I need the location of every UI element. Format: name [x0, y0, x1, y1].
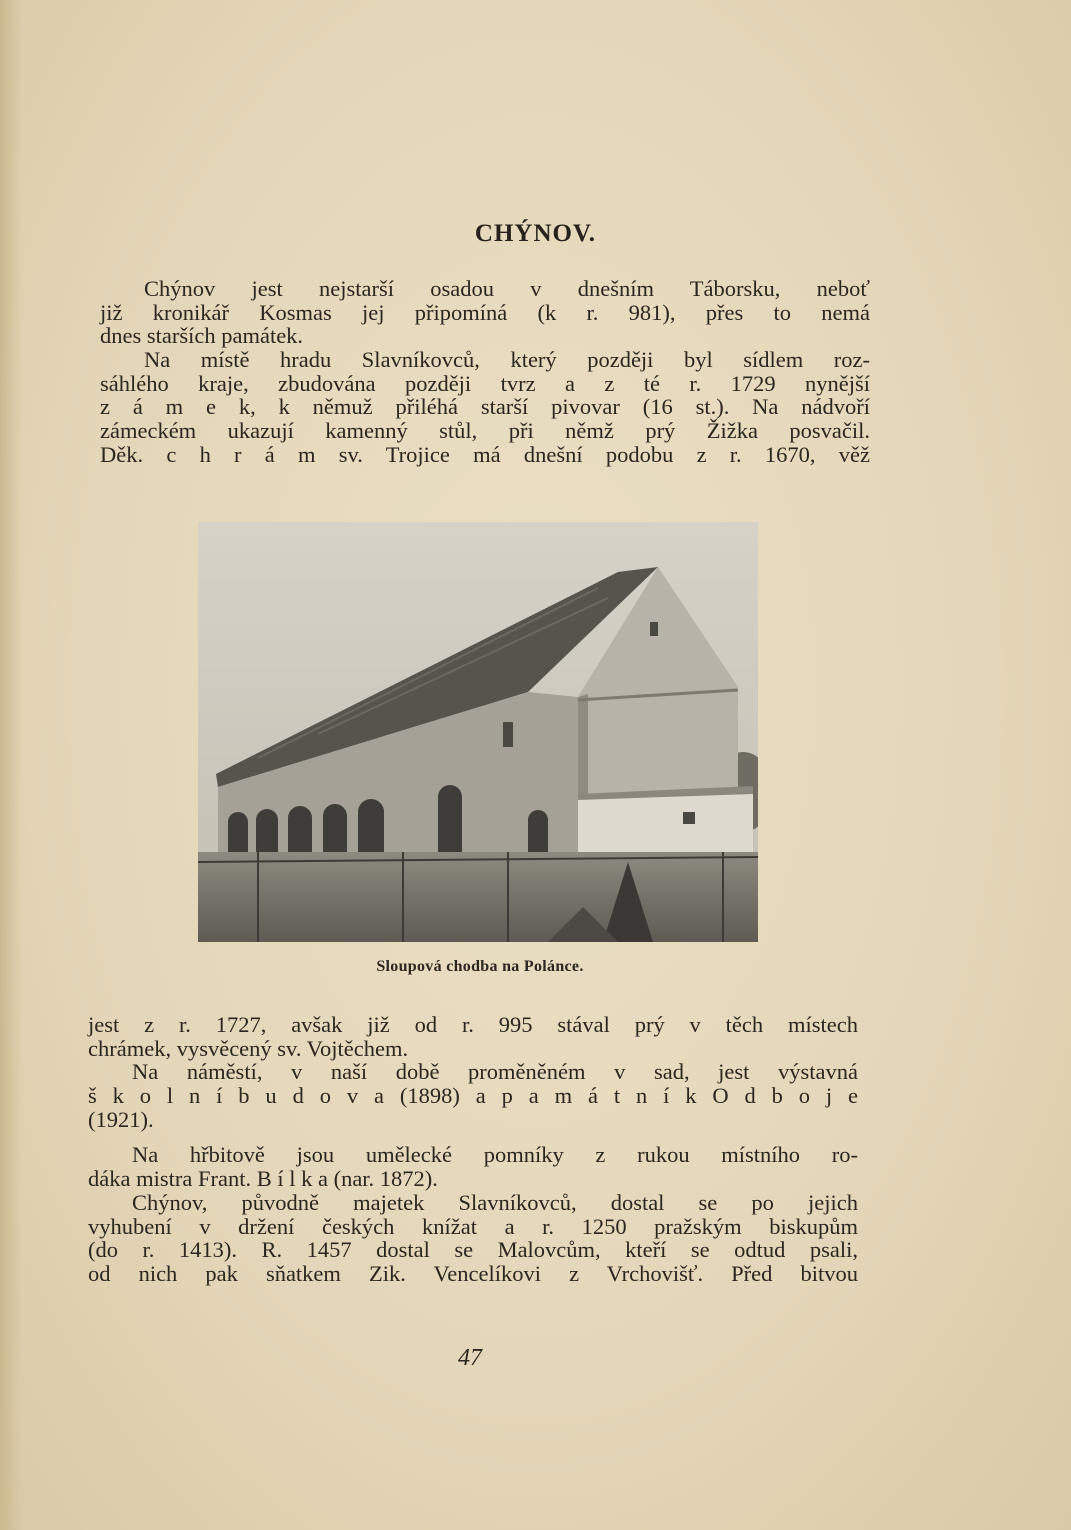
- text-line: Děk. c h r á m sv. Trojice má dnešní podobu z r. 1670, věž: [100, 441, 870, 467]
- text-line: od nich pak sňatkem Zik. Vencelíkovi z Vrchovišť. Před bitvou: [88, 1260, 858, 1286]
- photo-caption: Sloupová chodba na Polánce.: [376, 958, 584, 975]
- photo-illustration: [198, 522, 758, 942]
- text-line: již kronikář Kosmas jej připomíná (k r. 981), přes to nemá: [100, 299, 870, 325]
- text-line: Na náměstí, v naší době proměněném v sad, jest výstavná: [132, 1059, 858, 1085]
- photo-colonnade-building: [198, 522, 758, 942]
- text-line: chrámek, vysvěcený sv. Vojtěchem.: [88, 1035, 409, 1061]
- text-line: zámeckém ukazují kamenný stůl, při němž prý Žižka posvačil.: [100, 418, 870, 444]
- page-title: CHÝNOV.: [474, 220, 597, 247]
- text-line: dnes starších památek.: [100, 323, 304, 349]
- text-line: Na hřbitově jsou umělecké pomníky z rukou místního ro-: [132, 1142, 858, 1168]
- paragraph-bottom: [88, 1013, 858, 1286]
- text-line: š k o l n í b u d o v a (1898) a p a m á t n í k O d b o j e: [88, 1083, 858, 1109]
- text-line: (1921).: [88, 1106, 154, 1132]
- text-line: Na místě hradu Slavníkovců, který později byl sídlem roz-: [144, 347, 870, 373]
- text-line: (do r. 1413). R. 1457 dostal se Malovcům, kteří se odtud psali,: [88, 1237, 858, 1263]
- text-line: z á m e k, k němuž přiléhá starší pivovar (16 st.). Na nádvoří: [100, 394, 870, 420]
- text-line: Chýnov, původně majetek Slavníkovců, dostal se po jejich: [132, 1189, 858, 1215]
- page-number: 47: [458, 1345, 482, 1371]
- text-line: dáka mistra Frant. B í l k a (nar. 1872).: [88, 1166, 438, 1192]
- paragraph-top: [100, 277, 870, 467]
- text-line: Chýnov jest nejstarší osadou v dnešním Táborsku, neboť: [144, 276, 870, 301]
- text-line: sáhlého kraje, zbudována později tvrz a z té r. 1729 nynější: [100, 370, 870, 396]
- text-line: vyhubení v držení českých knížat a r. 1250 pražským biskupům: [88, 1213, 858, 1239]
- text-line: jest z r. 1727, avšak již od r. 995 stával prý v těch místech: [88, 1012, 858, 1037]
